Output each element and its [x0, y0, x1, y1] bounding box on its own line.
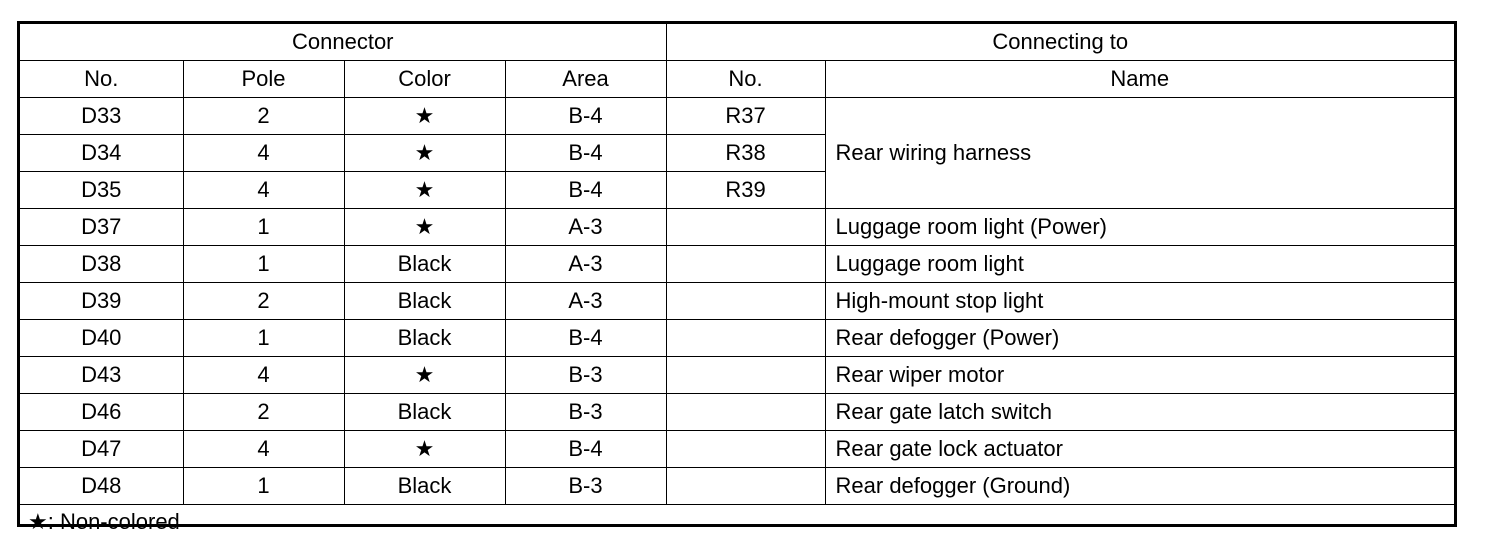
cell-no: D35	[20, 172, 183, 209]
header-area: Area	[505, 61, 666, 98]
connector-group-header: Connector	[20, 24, 666, 61]
table-row	[20, 246, 1454, 283]
cell-area: B-4	[505, 172, 666, 209]
footnote: ★: Non-colored	[20, 505, 1454, 540]
cell-color: Black	[344, 468, 505, 505]
cell-color: ★	[344, 135, 505, 172]
cell-color: Black	[344, 320, 505, 357]
cell-pole: 2	[183, 394, 344, 431]
cell-no: D40	[20, 320, 183, 357]
cell-no: D48	[20, 468, 183, 505]
cell-color: ★	[344, 357, 505, 394]
footnote-row	[20, 505, 1454, 540]
cell-to-no	[666, 320, 825, 357]
cell-to-no: R39	[666, 172, 825, 209]
cell-to-no	[666, 283, 825, 320]
cell-area: B-3	[505, 394, 666, 431]
header-name: Name	[825, 61, 1454, 98]
connector-table	[20, 24, 1454, 539]
table-row	[20, 468, 1454, 505]
cell-area: B-4	[505, 320, 666, 357]
table-row	[20, 283, 1454, 320]
cell-name: Rear gate lock actuator	[825, 431, 1454, 468]
header-color: Color	[344, 61, 505, 98]
cell-to-no: R38	[666, 135, 825, 172]
cell-to-no	[666, 357, 825, 394]
cell-pole: 4	[183, 135, 344, 172]
cell-pole: 4	[183, 431, 344, 468]
cell-color: Black	[344, 283, 505, 320]
cell-no: D33	[20, 98, 183, 135]
cell-name: High-mount stop light	[825, 283, 1454, 320]
cell-name: Luggage room light	[825, 246, 1454, 283]
cell-area: B-4	[505, 431, 666, 468]
cell-pole: 4	[183, 357, 344, 394]
cell-name: Luggage room light (Power)	[825, 209, 1454, 246]
cell-area: A-3	[505, 209, 666, 246]
cell-no: D38	[20, 246, 183, 283]
cell-area: A-3	[505, 246, 666, 283]
cell-pole: 4	[183, 172, 344, 209]
cell-pole: 1	[183, 246, 344, 283]
cell-to-no: R37	[666, 98, 825, 135]
column-header-row	[20, 61, 1454, 98]
cell-pole: 2	[183, 283, 344, 320]
cell-area: A-3	[505, 283, 666, 320]
cell-color: ★	[344, 431, 505, 468]
cell-area: B-3	[505, 357, 666, 394]
cell-name: Rear defogger (Ground)	[825, 468, 1454, 505]
cell-name: Rear wiper motor	[825, 357, 1454, 394]
cell-to-no	[666, 246, 825, 283]
cell-area: B-4	[505, 135, 666, 172]
header-to-no: No.	[666, 61, 825, 98]
table-row	[20, 98, 1454, 135]
cell-no: D46	[20, 394, 183, 431]
cell-to-no	[666, 209, 825, 246]
group-header-row	[20, 24, 1454, 61]
cell-color: Black	[344, 246, 505, 283]
cell-color: ★	[344, 172, 505, 209]
cell-name: Rear defogger (Power)	[825, 320, 1454, 357]
cell-pole: 2	[183, 98, 344, 135]
cell-pole: 1	[183, 468, 344, 505]
table-row	[20, 394, 1454, 431]
cell-no: D34	[20, 135, 183, 172]
cell-to-no	[666, 468, 825, 505]
cell-to-no	[666, 394, 825, 431]
cell-no: D37	[20, 209, 183, 246]
cell-area: B-3	[505, 468, 666, 505]
table-row	[20, 357, 1454, 394]
header-pole: Pole	[183, 61, 344, 98]
header-no: No.	[20, 61, 183, 98]
connector-table-document	[17, 21, 1457, 534]
connecting-to-group-header: Connecting to	[666, 24, 1454, 61]
table-row	[20, 431, 1454, 468]
cell-no: D43	[20, 357, 183, 394]
cell-pole: 1	[183, 209, 344, 246]
cell-color: Black	[344, 394, 505, 431]
cell-pole: 1	[183, 320, 344, 357]
table-row	[20, 209, 1454, 246]
cell-area: B-4	[505, 98, 666, 135]
cell-name-merged: Rear wiring harness	[825, 98, 1454, 209]
cell-to-no	[666, 431, 825, 468]
cell-name: Rear gate latch switch	[825, 394, 1454, 431]
cell-no: D39	[20, 283, 183, 320]
cell-color: ★	[344, 209, 505, 246]
cell-no: D47	[20, 431, 183, 468]
table-row	[20, 320, 1454, 357]
cell-color: ★	[344, 98, 505, 135]
